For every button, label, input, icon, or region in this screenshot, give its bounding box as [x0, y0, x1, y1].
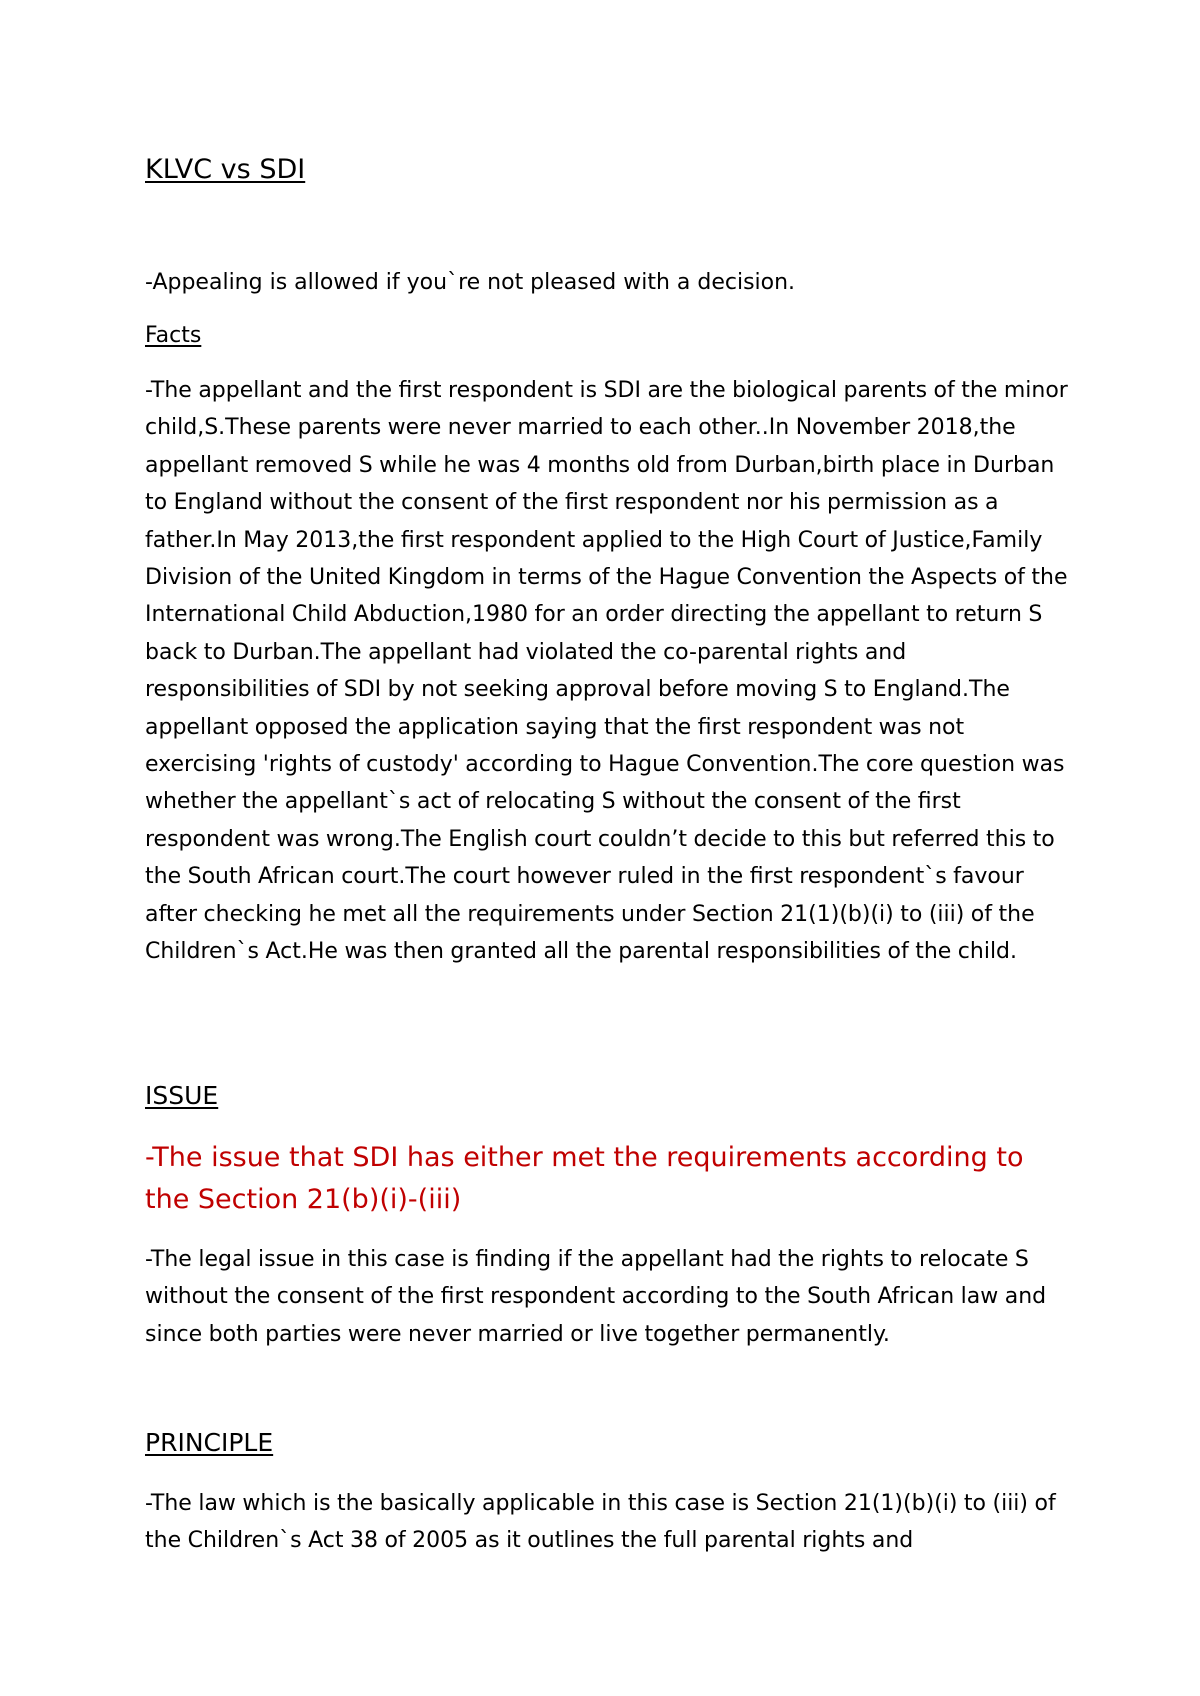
issue-highlight-paragraph: -The issue that SDI has either met the requirements according to the Section 21(b)(i)-(iii) [145, 1142, 1024, 1215]
facts-paragraph: -The appellant and the first respondent is SDI are the biological parents of the minor child,S.These parents were never married to each other..In November 2018,the appellant removed S while he was 4 months old from Durban,birth place in Durban to England without the consent of the first respondent nor his permission as a father.In May 2013,the first respondent applied to the High Court of Justice,Family Division of the United Kingdom in terms of the Hague Convention the Aspects of the International Child Abduction,1980 for an order directing the appellant to return S back to Durban.The appellant had violated the co-parental rights and responsibilities of SDI by not seeking approval before moving S to England.The appellant opposed the application saying that the first respondent was not exercising 'rights of custody' according to Hague Convention.The core question was whether the appellant`s act of relocating S without the consent of the first respondent was wrong.The English court couldn’t decide to this but referred this to the South African court.The court however ruled in the first respondent`s favour after checking he met all the requirements under Section 21(1)(b)(i) to (iii) of the Children`s Act.He was then granted all the parental responsibilities of the child. [145, 378, 1068, 965]
intro-paragraph: -Appealing is allowed if you`re not pleased with a decision. [145, 270, 796, 295]
principle-heading: PRINCIPLE [145, 1428, 274, 1457]
issue-heading: ISSUE [145, 1081, 219, 1110]
principle-paragraph: -The law which is the basically applicable in this case is Section 21(1)(b)(i) to (iii) of the Children`s Act 38 of 2005 as it outlines the full parental rights and [145, 1491, 1056, 1554]
facts-heading: Facts [145, 323, 202, 348]
issue-paragraph: -The legal issue in this case is finding if the appellant had the rights to relocate S without the consent of the first respondent according to the South African law and since both parties were never married or live together permanently. [145, 1247, 1047, 1347]
document-title: KLVC vs SDI [145, 154, 306, 185]
